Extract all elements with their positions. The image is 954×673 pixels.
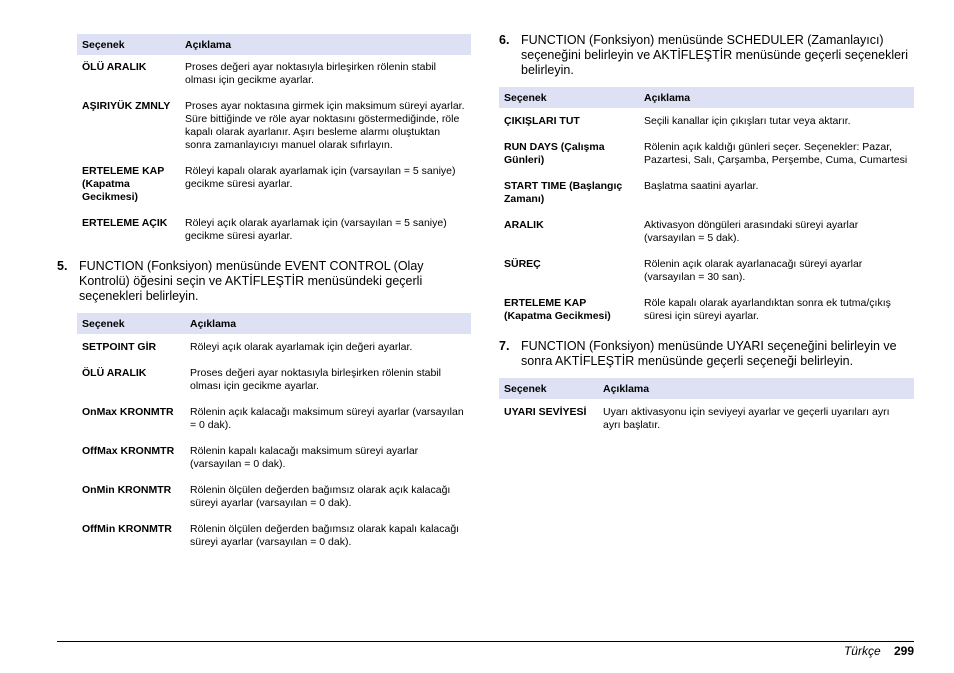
- page-number: 299: [893, 644, 914, 658]
- table-row: [77, 397, 471, 436]
- option-name: OnMin KRONMTR: [82, 484, 172, 496]
- step-number: 7.: [499, 339, 510, 353]
- option-description: Rölenin kapalı kalacağı maksimum süreyi ayarlar (varsayılan = 0 dak).: [190, 445, 419, 470]
- option-name: OffMin KRONMTR: [82, 523, 172, 535]
- option-description: Röleyi kapalı olarak ayarlamak için (varsayılan = 5 saniye) gecikme süresi ayarlar.: [185, 165, 456, 190]
- step-number: 5.: [57, 259, 68, 273]
- table-header-option: Seçenek: [499, 87, 639, 108]
- table-header-option: Seçenek: [77, 313, 185, 334]
- option-description: Rölenin açık kaldığı günleri seçer. Seçenekler: Pazar, Pazartesi, Salı, Çarşamba, Perşembe, Cuma, Cumartesi: [644, 141, 908, 166]
- option-description: Proses değeri ayar noktasıyla birleşirken rölenin stabil olması için gecikme ayarlar.: [185, 61, 436, 86]
- option-name: ERTELEME KAP (Kapatma Gecikmesi): [82, 165, 165, 203]
- option-description: Seçili kanallar için çıkışları tutar veya aktarır.: [644, 115, 851, 127]
- option-name: START TIME (Başlangıç Zamanı): [504, 180, 623, 205]
- option-name: ÖLÜ ARALIK: [82, 367, 147, 379]
- option-description: Rölenin ölçülen değerden bağımsız olarak kapalı kalacağı süreyi ayarlar (varsayılan = 0 dak).: [190, 523, 460, 548]
- option-name: ÇIKIŞLARI TUT: [504, 115, 580, 127]
- table-row: [77, 514, 471, 553]
- option-description: Proses değeri ayar noktasıyla birleşirken rölenin stabil olması için gecikme ayarlar.: [190, 367, 441, 392]
- option-description: Proses ayar noktasına girmek için maksimum süreyi ayarlar. Süre bittiğinde ve röle ayar noktasını göstermediğinde, röle kapalı olarak ayarlanır. Aşırı besleme alarmı oluştuktan sonra zamanlayıcıyı manuel olarak sıfırlayın.: [185, 100, 465, 151]
- step-number: 6.: [499, 33, 510, 47]
- options-table-3: [499, 87, 914, 327]
- option-name: RUN DAYS (Çalışma Günleri): [504, 141, 605, 166]
- option-description: Rölenin ölçülen değerden bağımsız olarak açık kalacağı süreyi ayarlar (varsayılan = 0 dak).: [190, 484, 451, 509]
- option-name: ERTELEME AÇIK: [82, 217, 168, 229]
- option-description: Röleyi açık olarak ayarlamak için (varsayılan = 5 saniye) gecikme süresi ayarlar.: [185, 217, 447, 242]
- table-row: [77, 334, 471, 358]
- table-header-description: Açıklama: [185, 313, 471, 334]
- table-header-description: Açıklama: [180, 34, 471, 55]
- footer-language: Türkçe: [843, 644, 881, 658]
- step-5: [57, 259, 471, 304]
- table-row: [77, 475, 471, 514]
- option-name: UYARI SEVİYESİ: [504, 406, 587, 418]
- table-row: [77, 358, 471, 397]
- options-table-4: [499, 378, 914, 436]
- table-header-option: Seçenek: [499, 378, 598, 399]
- option-name: ARALIK: [504, 219, 544, 231]
- option-name: OnMax KRONMTR: [82, 406, 174, 418]
- option-name: AŞIRIYÜK ZMNLY: [82, 100, 171, 112]
- right-column: [499, 33, 914, 436]
- table-row: [499, 108, 914, 132]
- option-name: SETPOINT GİR: [82, 341, 157, 353]
- table-header-description: Açıklama: [598, 378, 914, 399]
- option-description: Röleyi açık olarak ayarlamak için değeri ayarlar.: [190, 341, 413, 353]
- step-text: FUNCTION (Fonksiyon) menüsünde SCHEDULER (Zamanlayıcı) seçeneğini belirleyin ve AKTİFLEŞTİR menüsünde geçerli seçenekleri belirleyin.: [521, 33, 908, 77]
- table-header-description: Açıklama: [639, 87, 914, 108]
- option-name: SÜREÇ: [504, 258, 541, 270]
- footer-divider: [57, 641, 914, 642]
- table-row: [499, 399, 914, 436]
- option-name: OffMax KRONMTR: [82, 445, 175, 457]
- table-row: [77, 91, 471, 156]
- table-row: [499, 249, 914, 288]
- table-row: [77, 436, 471, 475]
- options-table-1: [77, 34, 471, 247]
- table-row: [77, 156, 471, 208]
- option-name: ÖLÜ ARALIK: [82, 61, 147, 73]
- option-description: Başlatma saatini ayarlar.: [644, 180, 759, 192]
- page-footer: [844, 644, 914, 658]
- table-row: [499, 132, 914, 171]
- option-description: Uyarı aktivasyonu için seviyeyi ayarlar ve geçerli uyarıları ayrı ayrı başlatır.: [603, 406, 890, 431]
- step-text: FUNCTION (Fonksiyon) menüsünde UYARI seçeneğini belirleyin ve sonra AKTİFLEŞTİR menüsünde geçerli seçeneği belirleyin.: [521, 339, 897, 368]
- option-description: Aktivasyon döngüleri arasındaki süreyi ayarlar (varsayılan = 5 dak).: [644, 219, 859, 244]
- table-row: [499, 210, 914, 249]
- option-description: Rölenin açık olarak ayarlanacağı süreyi ayarlar (varsayılan = 30 san).: [644, 258, 863, 283]
- table-row: [77, 55, 471, 91]
- left-column: [57, 34, 471, 553]
- step-text: FUNCTION (Fonksiyon) menüsünde EVENT CONTROL (Olay Kontrolü) öğesini seçin ve AKTİFLEŞTİR menüsündeki geçerli seçenekleri belirleyin.: [79, 259, 424, 303]
- option-description: Röle kapalı olarak ayarlandıktan sonra ek tutma/çıkış süresi için süreyi ayarlar.: [644, 297, 891, 322]
- option-name: ERTELEME KAP (Kapatma Gecikmesi): [504, 297, 611, 322]
- table-header-option: Seçenek: [77, 34, 180, 55]
- options-table-2: [77, 313, 471, 553]
- table-row: [77, 208, 471, 247]
- step-6: [499, 33, 914, 78]
- table-row: [499, 288, 914, 327]
- table-row: [499, 171, 914, 210]
- step-7: [499, 339, 914, 369]
- option-description: Rölenin açık kalacağı maksimum süreyi ayarlar (varsayılan = 0 dak).: [190, 406, 464, 431]
